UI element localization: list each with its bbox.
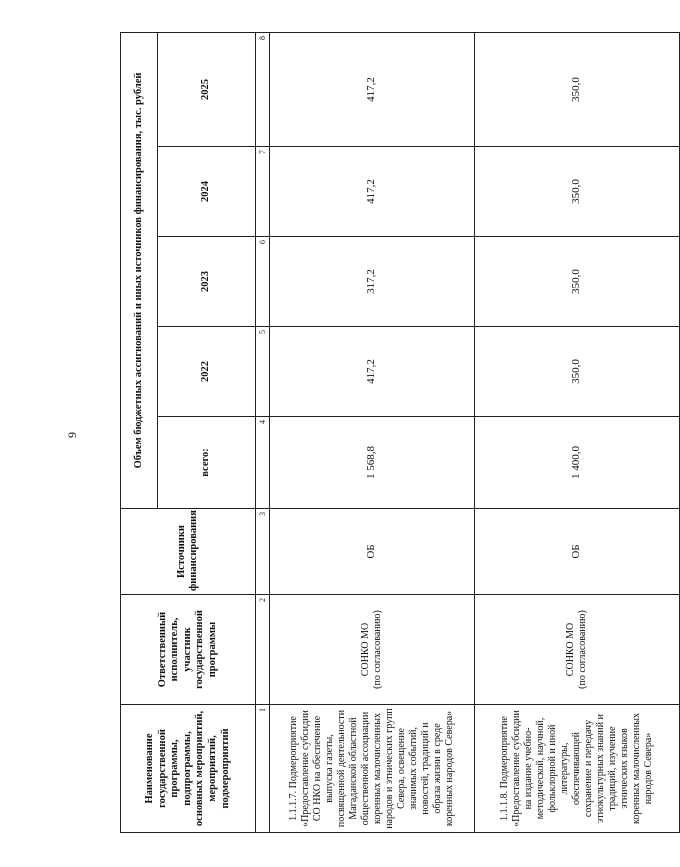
page-number: 9: [65, 432, 79, 438]
row-2024: 350,0: [474, 147, 679, 237]
row-2022: 417,2: [269, 327, 474, 417]
table-row: [269, 32, 474, 832]
header-name: Наименование государственной программы, подпрограммы, основных мероприятий, мероприятий, подмероприятий: [121, 705, 256, 833]
column-number: 7: [256, 147, 269, 237]
row-name: 1.1.1.7. Подмероприятие «Предоставление субсидии СО НКО на обеспечение выпуска газеты, посвященной деятельности Магаданской областной общественной ассоциации коренных малочисленных народов и этнических групп Севера, освещение значимых событий, новостей, традиций и образа жизни в среде коренных народов Севера»: [269, 705, 474, 833]
row-2024: 417,2: [269, 147, 474, 237]
row-responsible: [269, 595, 474, 705]
column-number: 8: [256, 32, 269, 146]
column-number: 1: [256, 705, 269, 833]
header-year-2025: 2025: [157, 32, 255, 146]
responsible-label: СОНКО МО: [564, 622, 576, 677]
responsible-label: СОНКО МО: [359, 622, 371, 677]
table-row: [474, 32, 679, 832]
column-number: 6: [256, 237, 269, 327]
column-number: 2: [256, 595, 269, 705]
column-number: 4: [256, 417, 269, 509]
row-name: 1.1.1.8. Подмероприятие «Предоставление субсидии на издание учебно-методической, научной, фольклорной и иной литературы, обеспечивающей сохранение и передачу этнокультурных знаний и традиций, изучение этнических языков коренных малочисленных народов Севера»: [474, 705, 679, 833]
row-2025: 350,0: [474, 32, 679, 146]
financing-table: [120, 32, 680, 833]
header-funding-group: Объем бюджетных ассигнований и иных источников финансирования, тыс. рублей: [121, 32, 158, 508]
row-total: 1 400,0: [474, 417, 679, 509]
row-2025: 417,2: [269, 32, 474, 146]
row-2022: 350,0: [474, 327, 679, 417]
row-source: ОБ: [474, 509, 679, 595]
header-year-2023: 2023: [157, 237, 255, 327]
rotated-table-container: [120, 33, 680, 833]
row-responsible: [474, 595, 679, 705]
responsible-note: (по согласованию): [576, 610, 588, 689]
row-2023: 317,2: [269, 237, 474, 327]
header-year-2024: 2024: [157, 147, 255, 237]
header-responsible: Ответственный исполнитель, участник государственной программы: [121, 595, 256, 705]
row-total: 1 568,8: [269, 417, 474, 509]
row-2023: 350,0: [474, 237, 679, 327]
header-source: Источники финансирования: [121, 509, 256, 595]
column-number: 5: [256, 327, 269, 417]
column-number: 3: [256, 509, 269, 595]
header-year-2022: 2022: [157, 327, 255, 417]
responsible-note: (по согласованию): [371, 610, 383, 689]
header-total: всего:: [157, 417, 255, 509]
row-source: ОБ: [269, 509, 474, 595]
